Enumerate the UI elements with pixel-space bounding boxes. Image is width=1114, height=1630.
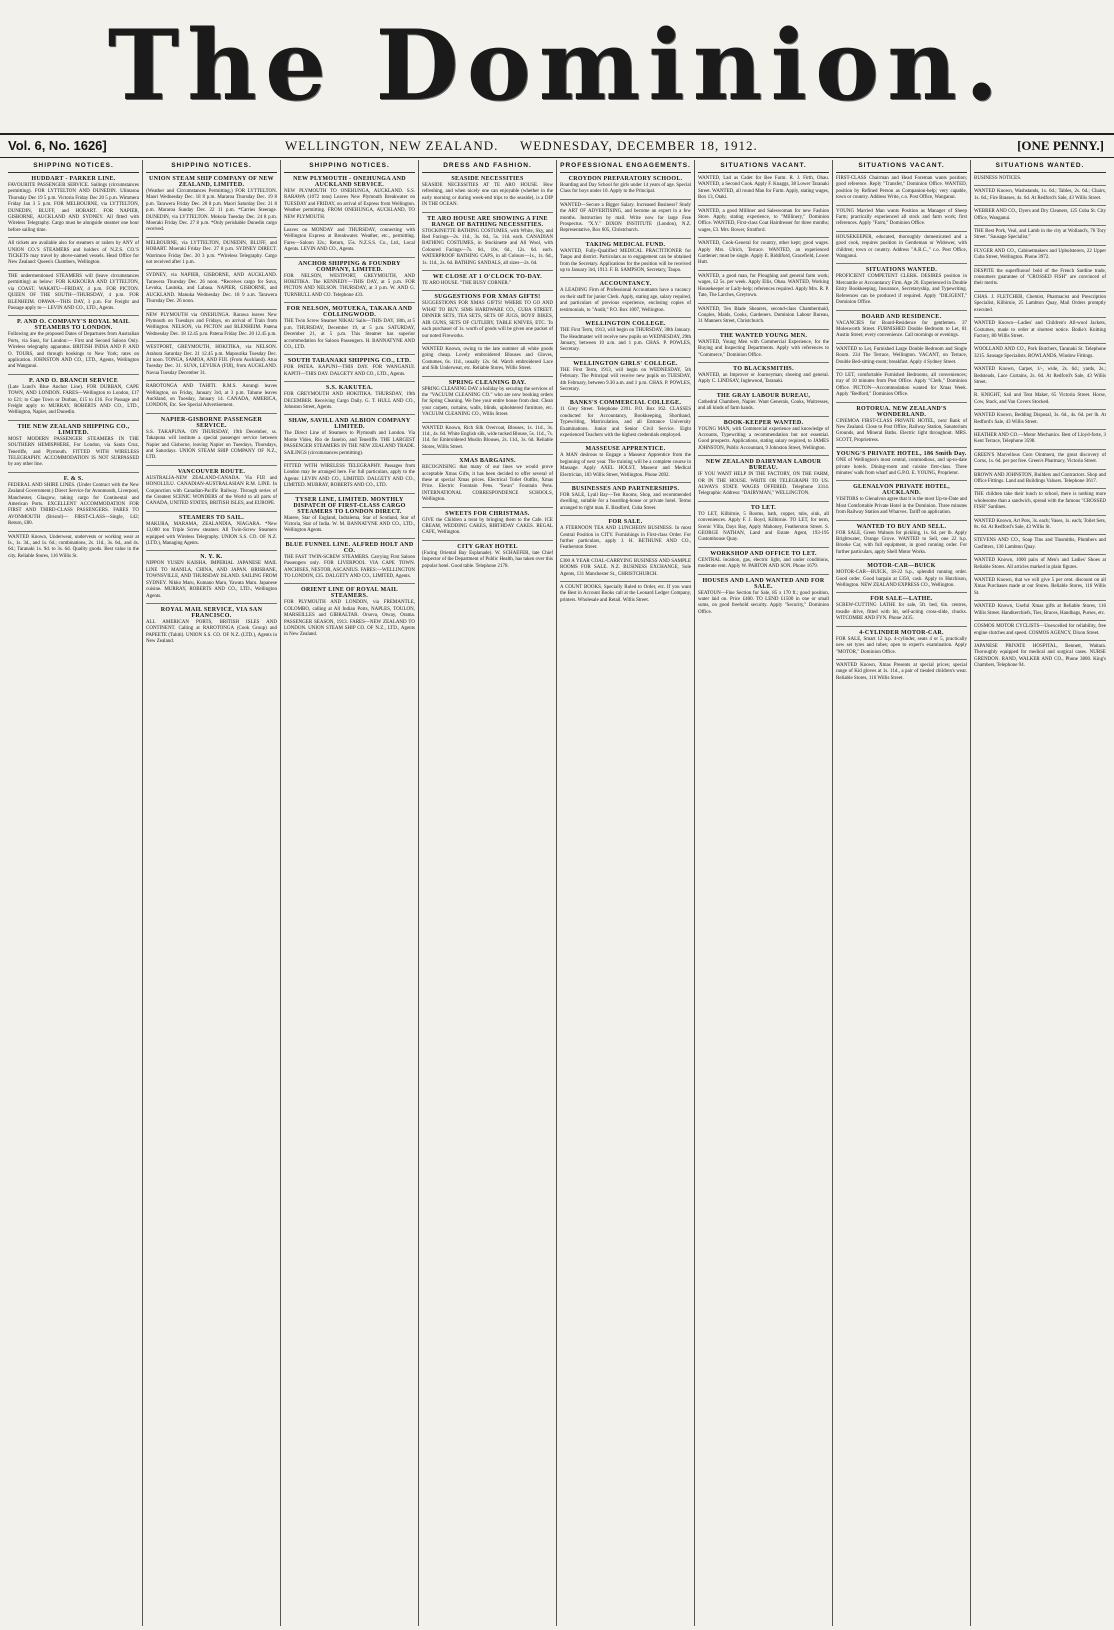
place-line: WELLINGTON, NEW ZEALAND. — [285, 138, 499, 153]
ad-separator — [560, 482, 691, 483]
ad-body: WANTED, Young Men with Commercial Experience, for the Buying and Inspecting Departments. Apply with references to "Commerce," Dominion Office. — [698, 339, 829, 358]
ad-separator — [284, 414, 415, 415]
ad-body: 11 Grey Street. Telephone 2391. P.O. Box 162. CLASSES conducted for Accountancy, Bookkeeping, Shorthand, Typewriting, Matriculation, and all Entrance University Examinations. Junior and Senior Civil Service. Eight experienced Teachers with the highest credentials employed. — [560, 407, 691, 438]
column-heading: SITUATIONS VACANT. — [698, 160, 829, 173]
ad-body: WANTED Known, 1000 pairs of Men's and Ladies' Shoes at Reliable Stores. All articles marked in plain figures. — [974, 558, 1106, 570]
ad-title: SUGGESTIONS FOR XMAS GIFTS! — [434, 294, 541, 301]
ad-body: A MAN desirous to Engage a Masseur Apprentice from the beginning of next year. The training will be a complete course in Massage. Apply AXEL HOLST, Masseur and Medical Electrician, 183 Willis Street, Wellington. Phone 2692. — [560, 453, 691, 478]
ad-title: BANKS'S COMMERCIAL COLLEGE. — [569, 400, 682, 407]
ad-body: HOUSEKEEPER, educated, thoroughly domesticated and a good cook, requires position in Gentleman or Widower, with children; town or country. Address "A.B.C.," c.o. Post Office, Wanganui. — [836, 234, 967, 260]
ad-separator — [422, 376, 553, 377]
ad-body: JAPANESE PRIVATE HOSPITAL, Bennett, Waitara. Thoroughly equipped for medical and surgical cases. NURSE GRENDON. RAND, WALKER AND CO., Phone 3800. King's Chambers, Telephone 94. — [974, 643, 1106, 669]
ad-separator — [284, 257, 415, 258]
ad-separator — [698, 270, 829, 271]
ad-separator — [284, 381, 415, 382]
ad-body: WANTED, Fully-Qualified MEDICAL PRACTITIONER for Taupo and district. Particulars as to engagement can be obtained from the Secretary. Applications for the position will be received up to January 3rd, 1913. F. B. SAMPSON, Secretary, Taupo. — [560, 248, 691, 274]
ad-separator — [974, 225, 1106, 226]
ad-body: WOOLLAND AND CO., Pork Butchers, Taranaki St. Telephone 3215. Sausage Specialists. ROWLANDS, Window Fittings. — [974, 347, 1106, 359]
ad-body: THE FAST TWIN-SCREW STEAMERS. Carrying First Saloon Passengers only. FOR LIVERPOOL VIA CAPE TOWN. ANCHISES, NESTOR, ASCANIUS. FARES:—WELLINGTON TO LONDON, £35. DALGETY AND CO., LIMITED, Agents. — [284, 554, 415, 580]
ad-title: FOR SALE—LATHE. — [870, 596, 933, 603]
ad-title: SEASIDE NECESSITIES — [451, 176, 524, 182]
ad-title: HOUSES AND LAND WANTED AND FOR SALE. — [702, 577, 825, 590]
ad-body: AUSTRALIA-NEW ZEALAND-CANADA. Via FIJI and HONOLULU. CANADIAN-AUSTRALASIAN R.M. LINE. In Conjunction with Canadian-Pacific Railway. Through series of the Greatest SCENIC WONDERS of the World to all parts of CANADA, UNITED STATES, BRITISH ISLES, and EUROPE. — [146, 475, 277, 507]
column-2 — [143, 160, 281, 1626]
ad-body: (Late Lund's Blue Anchor Line). FOR DURBAN, CAPE TOWN, AND LONDON. FARES—Wellington to London, £17 to £21; to Cape Town or Durban, £15 to £16. For Passage and Freight apply to MURRAY, ROBERTS AND CO., LTD., Wellington, Napier, and Dunedin. — [8, 384, 139, 416]
ad-separator — [560, 357, 691, 358]
ad-separator — [974, 205, 1106, 206]
ad-separator — [698, 389, 829, 390]
ad-separator — [974, 317, 1106, 318]
ad-title: WORKSHOP AND OFFICE TO LET. — [710, 550, 817, 557]
ad-body: BUSINESS NOTICES. — [974, 176, 1022, 181]
ad-body: IF YOU WANT HELP IN THE FACTORY, ON THE FARM, OR IN THE HOUSE. WRITE OR TELEGRAPH TO US. ALWAYS STATE WAGES OFFERED. Telephone 3314. Telegraphic Address: "DAIRYMAN," WELLINGTON. — [698, 472, 829, 497]
ad-body: FOR GREYMOUTH AND HOKITIKA. THURSDAY, 19th DECEMBER. Receiving Cargo Daily. G. T. HULL AND CO., Johnston Street, Agents. — [284, 392, 415, 410]
ad-body: FEDERAL AND SHIRE LINES. (Under Contract with the New Zealand Government.) Direct Service for Avonmouth, Liverpool, Manchester, Glasgow, taking cargo for Continental and American Ports. EXCELLENT ACCOMMODATION FOR FIRST AND THIRD-CLASS PASSENGERS. FARES TO AVONMOUTH (Bristol)— FIRST-CLASS—Single, £42; Return, £80. — [8, 482, 139, 527]
ad-title: THE GRAY LABOUR BUREAU, — [716, 392, 811, 399]
ad-body: BROWN AND JOHNSTON, Builders and Contractors. Shop and Office Fittings. Land and Buildings Valuers. Telephone 3617. — [974, 472, 1106, 484]
column-heading: DRESS AND FASHION. — [422, 160, 553, 173]
ad-title: N. Y. K. — [200, 554, 223, 561]
ad-body: SCREW-CUTTING LATHE for sale, 5ft. bed, 6in. centres, treadle drive, fitted with bit, self-acting cross-slide, chucks. WITCOMBE AND FYN. Phone 2435. — [836, 603, 967, 622]
ad-separator — [974, 389, 1106, 390]
ad-separator — [422, 343, 553, 344]
ad-body: THE children take their lunch to school, there is nothing more wholesome than a sandwich, spread with the famous "CROSSED FISH" Sardines. — [974, 492, 1106, 511]
ad-separator — [836, 402, 967, 403]
ad-body: Leaves on MONDAY and THURSDAY, connecting with Wellington Express at Breakwater. Weather, etc., permitting. Fares—Saloon 32s.; Return, 55s. N.Z.S.S. Co., Ltd., Local Agents. LEVIN AND CO., Agents. — [284, 228, 415, 253]
ad-separator — [560, 515, 691, 516]
ad-title: TAKING MEDICAL FUND. — [585, 241, 666, 248]
column-heading: PROFESSIONAL ENGAGEMENTS. — [560, 160, 691, 173]
ad-body: FAVOURITE PASSENGER SERVICE. Sailings (circumstances permitting). FOR LYTTELTON AND DUNEDIN. Ulimaroa Thursday Dec 19 5 p.m. Victoria Friday Dec 20 5 p.m. Wimmera Friday Jan 3 5 p.m. FOR MELBOURNE, via LYTTELTON, DUNEDIN, BLUFF, and HOBART. FOR NAPIER, GISBORNE, AUCKLAND AND SYDNEY. All fitted with Wireless Telegraphy. Cargo must be alongside steamer one hour before sailing time. — [8, 183, 139, 233]
ad-body: SEASIDE NECESSITIES AT TE ARO HOUSE. How refreshing, and when nicely one can enjoyable (whether in the early morning or during week-end trips to the seaside), is a DIP IN THE OCEAN. — [422, 183, 553, 208]
ad-separator — [8, 472, 139, 473]
column-8 — [971, 160, 1109, 1626]
ad-separator — [8, 531, 139, 532]
ad-separator — [698, 205, 829, 206]
ad-body: All tickets are available also for steamers or railers by ANY of UNION CO.'S STEAMERS and holders of N.Z.S. CO.'S TICKETS may travel by above-named vessels. Head Office for New Zealand: Queen's Chambers, Wellington. — [8, 241, 139, 266]
ad-separator — [560, 555, 691, 556]
ad-title: MASSEUSE APPRENTICE. — [585, 446, 666, 453]
ad-body: ONE of Wellington's most central, commodious, and up-to-date private hotels. Dining-room and cuisine first-class. Three minutes' walk from wharf and G.P.O. E. YOUNG, Proprietor. — [836, 458, 967, 476]
ad-body: FOR NELSON, WESTPORT, GREYMOUTH, AND HOKITIKA. The KENNEDY—THIS DAY, at 5 p.m. FOR PICTON AND NELSON. THURSDAY, at 3 p.m. W. AND G. TURNBULL AND CO. Telephone 433. — [284, 273, 415, 298]
ad-separator — [560, 199, 691, 200]
ad-title: VANCOUVER ROUTE. — [177, 468, 246, 475]
ad-body: STOCKINETTE BATHING COSTUMES, with White, Sky, and Red Facings—2s. 11d., 3s. 6d., 5s. 11d. each. CANADIAN BATHING COSTUMES, in Stockinette and All Wool, with Coloured Facings—7s. 6d., 10s. 6d., 12s. 6d. each. WATERPROOF BATHING CAPS, in all Colours—1s., 1s. 6d., 1s. 11d., 2s. 6d. BATHING SANDALS, all sizes—2s. 6d. — [422, 228, 553, 266]
ad-separator — [8, 270, 139, 271]
ad-title: CITY GRAY HOTEL — [457, 543, 518, 550]
price-label: [ONE PENNY.] — [1017, 138, 1104, 153]
ad-body: Cathedral Chambers, Napier. Want Generals, Cooks, Waitresses, and all kinds of farm hands. — [698, 399, 829, 412]
ad-separator — [836, 343, 967, 344]
ad-separator — [698, 237, 829, 238]
ad-title: ACCOUNTANCY. — [599, 281, 652, 288]
ad-title: FOR NELSON, MOTUEKA, TAKAKA AND COLLINGWOOD. — [286, 306, 413, 319]
ad-body: VISITORS to Glenalvon agree that it is the most Up-to-Date and Most Comfortable Private Hotel in the Dominion. Three minutes from Railway Station and Wharves. Tariff on application. — [836, 497, 967, 516]
ad-body: The Direct Line of Steamers to Plymouth and London. Via Monte Video, Rio de Janeiro, and Teneriffe. THE LARGEST PASSENGER STEAMERS IN THE NEW ZEALAND TRADE. SAILINGS (circumstances permitting). — [284, 431, 415, 456]
ad-separator — [974, 554, 1106, 555]
ad-body: WANTED Known, Useful Xmas gifts at Reliable Stores, 116 Willis Street. Handkerchiefs, Ties, Braces, Handbags, Purses, etc. — [974, 604, 1106, 616]
ad-title: NAPIER-GISBORNE PASSENGER SERVICE. — [160, 416, 263, 429]
ad-body: WANTED, Cook-General for country, other kept; good wages. Apply Mrs. Ulrich, Terrace. WANTED, an experienced Gardener; must be single. Apply E. Riddiford, Gracefield, Lower Hutt. — [698, 241, 829, 266]
ad-body: NEW PLYMOUTH TO ONEHUNGA, AUCKLAND. S.S. RARAWA (1072 tons) Leaves New Plymouth Breakwater on TUESDAY and FRIDAY, on arrival of Express from Wellington. Weather permitting. FROM ONEHUNGA, AUCKLAND, TO NEW PLYMOUTH. — [284, 189, 415, 220]
ad-title: FOR SALE. — [608, 519, 643, 526]
ad-title: SITUATIONS WANTED. — [865, 267, 938, 274]
ad-separator — [146, 341, 277, 342]
ad-separator — [974, 515, 1106, 516]
ad-separator — [698, 574, 829, 575]
ad-body: WANTED, a good Milliner and Saleswoman for new Fashion Store. Apply, stating experience, to "Millinery," Dominion Office. WANTED, First-class Coat Hairdresser for three months; wages, £3. Mrs. Bower, Stratford. — [698, 208, 829, 233]
ad-separator — [422, 290, 553, 291]
ad-body: WANTED, an Improver or Journeyman; shoeing and general. Apply C. LINDSAY, Inglewood, Taranaki. — [698, 372, 829, 385]
ad-title: WANTED TO BUY AND SELL. — [856, 523, 947, 530]
ad-separator — [698, 362, 829, 363]
ad-title: F. & S. — [63, 475, 84, 482]
column-heading: SHIPPING NOTICES. — [146, 160, 277, 173]
ad-separator — [146, 380, 277, 381]
column-area — [5, 160, 1109, 1626]
ad-title: BOARD AND RESIDENCE. — [861, 313, 942, 320]
ad-body: SUGGESTIONS FOR XMAS GIFTS! WHERE TO GO AND WHAT TO BUY. SIMS HARDWARE CO., CUBA STREET. DINNER SETS, TEA SETS, SETS OF JUGS, BOYS' BIKES, AIR GUNS, SETS OF CUTLERY, TABLE KNIVES, ETC. To each purchaser of 1s. worth of goods will be given one packet of our noted Fireworks. — [422, 301, 553, 339]
ad-body: CHAS. J. FLETCHER, Chemist, Pharmacist and Prescription Specialist, Kilbirnie, 25 Lambton Quay, Mail Orders promptly executed. — [974, 294, 1106, 313]
ad-title: NEW ZEALAND DAIRYMAN LABOUR BUREAU. — [705, 459, 822, 472]
ad-body: WANTED to Let, Furnished Large Double Bedroom and Single Room. 234 The Terrace, Wellington. VACANT, on Terrace, Double Bed-sitting-room; breakfast. Apply 4 Sydney Street. — [836, 346, 967, 365]
ad-title: P. AND O. COMPANY'S ROYAL MAIL STEAMERS TO LONDON. — [17, 319, 130, 332]
ad-title: SHAW, SAVILL AND ALBION COMPANY LIMITED. — [288, 418, 411, 431]
ad-title: TYSER LINE, LIMITED. MONTHLY DISPATCH OF FIRST-CLASS CARGO STEAMERS TO LONDON DIRECT. — [293, 496, 406, 515]
ad-body: TO LET, Kilbirnie, 5 Rooms, bath, copper, tubs, sink, all conveniences. Apply F. J. Boyd, Kilbirnie. TO LET, for term, Scenic Villa, Days Bay, Apply Mahoney, Featherston Street. S. GEORGE NATHAN, Land and Estate Agent, 193-195 Customhouse Quay. — [698, 511, 829, 543]
ad-separator — [560, 317, 691, 318]
ad-body: WANTED Known, Carpet, 1/-, wide, 2s. 6d.; yards, 2s.; Bedsteads, Lace Curtains, 2s. 6d. At Redford's Sale, 43 Willis Street. — [974, 367, 1106, 385]
ad-separator — [146, 413, 277, 414]
date-line: WEDNESDAY, DECEMBER 18, 1912. — [520, 138, 758, 153]
ad-title: BOOK-KEEPER WANTED. — [723, 419, 804, 426]
ad-body: SPRING CLEANING DAY a holiday by securing the services of the "VACUUM CLEANING CO." who are now booking orders for Spring Cleaning. We free your entire house from dust. Clean your carpets, curtains, walls, blinds, upholstered furniture, etc. VACUUM CLEANING CO., Willis Street. — [422, 386, 553, 418]
ad-separator — [698, 416, 829, 417]
ad-title: NEW PLYMOUTH - ONEHUNGA AND AUCKLAND SERVICE. — [293, 176, 406, 188]
ad-separator — [146, 511, 277, 512]
ad-body: YOUNG MAN, with Commercial experience and knowledge of Accounts, Typewriting a recommendation but not essential. Good prospects. Applications, stating salary required, to JAMES JOHNSTON, Public Accountant, 9 Johnston Street, Wellington. — [698, 426, 829, 451]
column-4 — [419, 160, 557, 1626]
ad-separator — [836, 231, 967, 232]
ad-body: WANTED Known, Bedding Disposal, 3s. 6d., 4s. 6d. per lb. At Redford's Sale, 43 Willis Street. — [974, 413, 1106, 425]
ad-body: COSMOS MOTOR CYCLISTS—Unexcelled for reliability, free engine clutches and speed. COSMOS AGENCY, Dixon Street. — [974, 624, 1106, 636]
ad-separator — [8, 237, 139, 238]
column-1 — [5, 160, 143, 1626]
ad-body: TO LET, comfortable Furnished Bedrooms, all conveniences; tray of 10 minutes from Post Office. Apply "Clerk," Dominion Office. PICTON—Accommodation wanted for Xmas Week. Apply "Bedford," Dominion Office. — [836, 372, 967, 398]
volume-number: Vol. 6, No. 1626] — [8, 138, 107, 153]
ad-separator — [836, 205, 967, 206]
ad-separator — [284, 460, 415, 461]
ad-separator — [974, 185, 1106, 186]
ad-body: WANTED, Ten Blade Shearers, second-class Chambermaid, Couples, Maids, Cooks, Gardeners. Dominion Labour Bureau, 31 Manners Street, Christchurch. — [698, 306, 829, 325]
ad-body: RAROTONGA AND TAHITI. R.M.S. Aorangi leaves Wellington, on Friday, January 3rd, at 3 p.m. Tahune leaves Auckland, on Tuesday, January 14. CANADA, AMERICA, LONDON, Etc. See Special Advertisement. — [146, 384, 277, 409]
ad-title: TE ARO HOUSE ARE SHOWING A FINE RANGE OF BATHING NECESSITIES. — [427, 215, 548, 228]
ad-separator — [560, 396, 691, 397]
ad-title: BUSINESSES AND PARTNERSHIPS. — [571, 486, 680, 492]
ad-body: WESTPORT, GREYMOUTH, HOKITIKA, via NELSON. Arahura Saturday Dec. 21 12.45 p.m. Mapourika Tuesday Dec. 24 noon. TONGA, SAMOA, AND FIJI. (From Auckland). Atua Tuesday Dec. 31. SUVA, LEVUKA (FIJI), from AUCKLAND. Navua Tuesday December 31. — [146, 345, 277, 376]
ad-body: PROFICIENT COMPETENT CLERK. DESIRES position in Mercantile or Accountancy Firm. Age 20. Experienced in Double Entry Bookkeeping, Insurance, Secretaryship, and Typewriting. References can be produced if required. Apply "DILIGENT," Dominion Office. — [836, 274, 967, 306]
ad-separator — [974, 409, 1106, 410]
ad-separator — [974, 429, 1106, 430]
ad-title: GLENALVON PRIVATE HOTEL, AUCKLAND. — [853, 484, 950, 497]
ad-title: 4-CYLINDER MOTOR-CAR. — [859, 629, 944, 636]
ad-title: ROTORUA. NEW ZEALAND'S WONDERLAND. — [856, 405, 947, 418]
ad-body: CINEMOA FIRST-CLASS PRIVATE HOTEL, next Bank of New Zealand. Close to Post Office, Railway Station, Sanatorium Grounds, and Mineral Baths. Electric light throughout. MRS. SCOTT, Proprietress. — [836, 418, 967, 443]
ad-body: CENTRAL location, gas, electric light, and under conditions, moderate rent. Apply W. PARTON AND SON. Phone 1679. — [698, 557, 829, 570]
ad-separator — [560, 238, 691, 239]
ad-title: WE CLOSE AT 1 O'CLOCK TO-DAY. — [432, 274, 543, 281]
ad-body: SYDNEY, via NAPIER, GISBORNE, AND AUCKLAND. Tarawera Thursday Dec. 26 noon. *Receives cargo for Suva, Levuka, Lautoka, and Labasa. NAPIER, GISBORNE, and AUCKLAND. Manuka Wednesday Dec. 18 9 a.m. Tarawera Thursday Dec. 26 noon. — [146, 273, 277, 305]
ad-body: Marere, Star of England, Indralema, Star of Scotland, Star of Victoria, Star of India. W. M. BANNATYNE AND CO., LTD., Wellington Agents. — [284, 515, 415, 534]
ad-title: WELLINGTON GIRLS' COLLEGE. — [573, 360, 678, 367]
ad-separator — [560, 442, 691, 443]
column-7 — [833, 160, 971, 1626]
ad-title: ANCHOR SHIPPING & FOUNDRY COMPANY, LIMITED. — [298, 260, 401, 273]
ad-body: A LEADING Firm of Professional Accountants have a vacancy on their staff for junior Clerk. Apply, stating age, salary required, and particulars of previous experience, enclosing copies of testimonials, to "Audit," P.O. Box 1007, Wellington. — [560, 288, 691, 313]
ad-body: MAKURA, MARAMA, ZEALANDIA, NIAGARA. *New 13,000 ton Triple Screw steamer. All Twin-Screw Steamers equipped with Wireless Telegraphy. UNION S.S. CO. OF N.Z. (LTD.), Managing Agents. — [146, 521, 277, 547]
ad-separator — [974, 245, 1106, 246]
ad-body: MOTOR-CAR—BUICK, 18-22 h.p., splendid running order. Good order. Good bargain at £350, cash. Apply to Hutchison, Wellington. NEW ZEALAND EXPRESS CO., Wellington. — [836, 570, 967, 589]
ad-body: FLYGER AND CO., Cabinetmakers and Upholsterers, 22 Upper Cuba Street, Wellington. Phone 3972. — [974, 248, 1106, 261]
ad-separator — [836, 310, 967, 311]
ad-separator — [8, 374, 139, 375]
ad-separator — [422, 422, 553, 423]
ad-body: FOR PATEA. KAPUNI—THIS DAY. FOR WANGANUI. KAPITI—THIS DAY. DALGETY AND CO., LTD., Agents. — [284, 365, 415, 377]
column-5 — [557, 160, 695, 1626]
ad-body: WANTED, a good man, for Ploughing and general farm work; wages, £2 5s. per week. Apply Ellis, Ohau. WANTED, Working Housekeeper or Lady-help; references required. Apply Mrs. R. P. Tate, The Larches, Greytown. — [698, 273, 829, 299]
ad-title: P. AND O. BRANCH SERVICE — [28, 377, 119, 384]
ad-body: Boarding and Day School for girls under 14 years of age. Special Class for boys under 10. Apply to the Principal. — [560, 183, 691, 195]
ad-title: TO LET. — [750, 504, 777, 511]
ad-body: WANTED, Lad as Cadet for Bee Farm. R. J. Firth, Ohau. WANTED, a Second Cook. Apply F. Knaggs, 38 Lower Taranaki Street. WANTED, all round Man for Farm. Apply, stating wages, Box 13, Otaki. — [698, 176, 829, 201]
ad-separator — [8, 315, 139, 316]
ad-separator — [284, 583, 415, 584]
ad-body: FIRST-CLASS Chairman and Head Foreman wants position; good reference. Reply "Transfer," Dominion Office. WANTED, position by Refined Person as Companion-help; very capable, town or country. Address Write, c.o. Post Office, Wanganui. — [836, 176, 967, 201]
ad-body: WANTED—Secure a Bigger Salary. Increased Business? Study the ART OF ADVERTISING, and become an expert in a few months. Instruction by mail. Write now for large Free Prospectus. "X.Y." DIXON INSTITUTE (London), N.Z. Representative, Box 605, Christchurch. — [560, 202, 691, 234]
ad-title: XMAS BARGAINS. — [459, 458, 516, 465]
ad-separator — [422, 507, 553, 508]
ad-separator — [974, 600, 1106, 601]
ad-body: WANTED Known, that we will give 5 per cent. discount on all Xmas Purchases made at our Stores. Reliable Stores, 116 Willis St. — [974, 578, 1106, 596]
ad-body: (Weather and Circumstances Permitting.) FOR LYTTELTON. Maori Wednesday Dec. 18 8 p.m. Mararoa Thursday Dec. 19 8 p.m. Tarawera Friday Dec. 20 8 p.m. Maori Saturday Dec. 21 8 p.m. Mararoa Sunday Dec. 22 11 p.m. *Carries Steerage. DUNEDIN, via LYTTELTON. Mokoia Tuesday Dec. 24 8 p.m. Moeraki Friday Dec. 27 8 p.m. *Only perishable Dunedin cargo received. — [146, 189, 277, 233]
ad-separator — [974, 640, 1106, 641]
column-heading: SITUATIONS WANTED. — [974, 160, 1106, 173]
ad-body: (Facing Oriental Bay Esplanade). W. SCHAEFER, late Chief Inspector of the Department of Public Health, has taken over this popular hotel. Good table. Telephone 2178. — [422, 550, 553, 569]
ad-body: WANTED Known, Art Pots, 3s. each; Vases, 1s. each; Toilet Sets, 8s. 6d. At Redford's Sale, 43 Willis St. — [974, 518, 1106, 531]
ad-separator — [974, 574, 1106, 575]
ad-separator — [146, 237, 277, 238]
ad-title: STEAMERS TO SAIL. — [178, 514, 245, 521]
masthead-title: The Dominion. — [107, 9, 1007, 122]
ad-title: WELLINGTON COLLEGE. — [585, 321, 666, 328]
ad-separator — [146, 269, 277, 270]
ad-separator — [284, 493, 415, 494]
ad-body: STEVENS AND CO., Soap Tins and Tinsmiths, Plumbers and Gasfitters, 130 Lambton Quay. — [974, 538, 1106, 550]
ad-separator — [698, 329, 829, 330]
ad-title: SOUTH TARANAKI SHIPPING CO., LTD. — [287, 358, 412, 365]
ad-separator — [836, 626, 967, 627]
ad-body: R. KNIGHT, Sail and Tent Maker, 65 Victoria Street. Horse, Cow, Stack, and Van Covers Stocked. — [974, 393, 1106, 405]
column-3 — [281, 160, 419, 1626]
ad-body: HEATHER AND CO.—Motor Mechanics. Best of Lloyd-forte, 3 Kent Terrace, Telephone 3598. — [974, 432, 1106, 445]
ad-separator — [974, 449, 1106, 450]
ad-separator — [698, 547, 829, 548]
ad-body: A COUNT BOOKS, Specially Ruled to Order, etc. If you want the Best in Account Books call at the Leonard Ledger Company, printers. Wholesale and Retail. Willis Street. — [560, 585, 691, 603]
column-heading: SHIPPING NOTICES. — [284, 160, 415, 173]
ad-separator — [422, 454, 553, 455]
ad-body: GREEN'S Marvellous Corn Ointment, the great discovery of Corns, 1s. 6d. per pot free. Green's Pharmacy, Victoria Street. — [974, 452, 1106, 465]
ad-separator — [836, 559, 967, 560]
ad-separator — [974, 343, 1106, 344]
ad-body: THE undermentioned STEAMERS will (leave circumstances permitting) as below: FOR KAIKOURA AND LYTTELTON, via COAST. WAKATU—FRIDAY, 4 p.m. FOR PICTON. QUEEN OF THE SOUTH—THURSDAY, 4 p.m. FOR BLENHEIM. OPAWA—THIS DAY, 3 p.m. For Freight and Passage apply to— LEVIN AND CO., LTD., Agents. — [8, 273, 139, 311]
ad-separator — [698, 303, 829, 304]
ad-separator — [698, 455, 829, 456]
ad-separator — [284, 224, 415, 225]
ad-separator — [836, 659, 967, 660]
ad-title: THE NEW ZEALAND SHIPPING CO., LIMITED. — [17, 423, 130, 436]
ad-separator — [284, 302, 415, 303]
ad-separator — [8, 420, 139, 421]
ad-body: WANTED Known, Washstands, 1s. 6d.; Tables, 2s. 6d.; Chairs, 1s. 6d.; Fire Brasses, 4s. 6d. At Redford's Sale, 43 Willis Street. — [974, 189, 1106, 201]
ad-separator — [836, 480, 967, 481]
ad-separator — [836, 447, 967, 448]
ad-title: BLUE FUNNEL LINE. ALFRED HOLT AND CO. — [285, 541, 414, 554]
ad-body: WANTED Known, Underwear, undervests or working wear at Is., 1s. 3d., and 1s. 6d.; combinations, 2s. 11d., 3s. 6d., and 4s. 6d.; Taranaki 1s. 9d. to 3s. 6d. Quality goods. Best value in the city. Reliable Stores, 116 Willis St. — [8, 534, 139, 559]
ad-body: RECOGNISING that many of our lines we would prove acceptable Xmas Gifts, it has been decided to offer several of these at special Xmas prices. Electrical Toilet Outfits, Xmas Price. Electric Fountain Pens. "Swan" Fountain Pens. INTERNATIONAL CORRESPONDENCE SCHOOLS, Wellington. — [422, 465, 553, 503]
ad-body: WANTED Known, Xmas Presents at special prices; special range of Kid gloves at 1s. 11d., a pair of tiesded children's wear. Reliable Stores, 116 Willis Street. — [836, 662, 967, 681]
ad-title: THE WANTED YOUNG MEN. — [719, 332, 808, 339]
ad-body: WANTED Known—Ladies' and Children's All-wool Jackets, Costumes, made to order at shortest notice. Bodie's Knitting Factory, 80 Willis Street. — [974, 321, 1106, 339]
ad-body: DESPITE the superfluous! bold of the French Sardine trade, consumers guarantee of "CROSSED FISH" are convinced of their merits. — [974, 268, 1106, 287]
ad-body: GIVE the Children a treat by bringing them to the Cafe. ICE CREAM, WEDDING CAKES, BIRTHDAY CAKES. REGAL CAFE, Wellington. — [422, 517, 553, 536]
ad-title: HUDDART - PARKER LINE. — [31, 176, 116, 182]
ad-separator — [560, 581, 691, 582]
ad-body: MOST MODERN PASSENGER STEAMERS IN THE SOUTHERN HEMISPHERE, For London, via Santa Cruz, Teneriffe, and Plymouth. FITTED WITH WIRELESS TELEGRAPHY. ACCOMMODATION IS NOT SURPASSED by any other line. — [8, 436, 139, 468]
ad-separator — [422, 270, 553, 271]
ad-separator — [836, 263, 967, 264]
ad-separator — [422, 540, 553, 541]
ad-separator — [146, 550, 277, 551]
column-6 — [695, 160, 833, 1626]
ad-title: ORIENT LINE OF ROYAL MAIL STEAMERS. — [301, 587, 398, 600]
ad-body: FOR SALE, Smart 12 h.p. 4-cylinder, seats 4 or 5, practically new set tyres and tubes; open to expert's examination. Apply "MOTOR," Dominion Office. — [836, 636, 967, 655]
ad-separator — [974, 469, 1106, 470]
ad-separator — [836, 520, 967, 521]
ad-body: SEATOUN—Fine Section for Sale, 85 x 170 ft.; good position, water laid on. Price £400. TO LEND £1500 in one or small sums, on good freehold security. Apply "Security," Dominion Office. — [698, 590, 829, 615]
ad-separator — [146, 603, 277, 604]
ad-body: YOUNG Married Man wants Position as Manager of Sheep Farm; practically experienced all stock and farm work; first references. Apply "Farm," Dominion Office. — [836, 208, 967, 227]
ad-title: SPRING CLEANING DAY. — [448, 379, 527, 386]
ad-title: TO BLACKSMITHS. — [733, 365, 794, 372]
ad-separator — [836, 369, 967, 370]
ad-separator — [974, 488, 1106, 489]
ad-body: THE Best Pork, Veal, and Lamb in the city at Wolland's, 76 Tory Street. "Sausage Specialist." — [974, 229, 1106, 241]
ad-body: WANTED Known, owing to the late summer all white goods going cheap. Lovely embroidered Blouses and Gloves, Costumes, 6s. 11d., usually 12s. 6d. Watch embroidered Lace and Silk Underwear, etc. Reliable Stores, Willis Street. — [422, 346, 553, 372]
ad-title: S.S. KAKUTEA. — [326, 385, 373, 392]
ad-body: THE First Term, 1913, will begin on WEDNESDAY, 5th February. The Principal will receive new pupils on TUESDAY, 4th February, between 9.30 a.m. and 1 p.m. CHAS. P. POWLES, Secretary. — [560, 367, 691, 392]
ad-separator — [284, 538, 415, 539]
column-heading: SHIPPING NOTICES. — [8, 160, 139, 173]
ad-body: WANTED Known, Rich Silk Overcoat, Blouses, 1s. 11d., 3s. 11d., 4s. 6d. White English silk, wide tucked Blouse, 5s. 11d., 7s. 11d. for Embroidered Muslin Blouses, 2s. 11d., 3s. 6d. Reliable Stores, Willis Street. — [422, 425, 553, 450]
ad-body: NEW PLYMOUTH via ONEHUNGA. Rarawa leaves New Plymouth on Tuesdays and Fridays, on arrival of Train from Wellington. NELSON, via PICTON and BLENHEIM. Patena Wednesday Dec. 18 12.45 p.m. Patena Friday Dec. 20 12.45 p.m. — [146, 312, 277, 337]
ad-body: FOR SALE, Green Walnuts for pickling, 1s. 6d. per lb. Apply Brightwater, Orange Grove. WANTED to Sell, one 22 h.p. Brooke Car, with full equipment, in good running order. For further particulars, apply Shell Motor Works. — [836, 530, 967, 555]
ad-title: YOUNG'S PRIVATE HOTEL, 186 Smith Day. — [836, 451, 967, 458]
ad-separator — [974, 363, 1106, 364]
ad-title: UNION STEAM SHIP COMPANY OF NEW ZEALAND, LIMITED. — [149, 176, 274, 188]
ad-body: S.S. TAKAPUNA. ON THURSDAY, 19th December, ss. Takapuna will institute a special passenger service between Napier and Gisborne, leaving Napier on Tuesdays, Thursdays, and Saturdays. UNION STEAM SHIP COMPANY OF N.Z., LTD. — [146, 429, 277, 461]
ad-separator — [560, 277, 691, 278]
ad-separator — [974, 291, 1106, 292]
ad-body: FOR PLYMOUTH AND LONDON, via FREMANTLE, COLOMBO, calling at All Indian Ports, NAPLES, TOULON, MARSEILLES and GIBRALTAR. Orsova, Otway, Orama. PASSENGER SEASON, 1913. FARES—NEW ZEALAND TO LONDON. UNION STEAM SHIP CO. OF N.Z., LTD., Agents in New Zealand. — [284, 600, 415, 638]
ad-body: £300 A YEAR COAL-CARRYING BUSINESS AND SAMPLE ROOMS FOR SALE. N.Z. BUSINESS EXCHANGE, Sole Agents, 131 Manchester St., CHRISTCHURCH. — [560, 558, 691, 577]
ad-title: ROYAL MAIL SERVICE, VIA SAN FRANCISCO. — [160, 606, 263, 619]
ad-separator — [836, 592, 967, 593]
ad-body: THE Twin Screw Steamer NIKAU Sails—THIS DAY, 18th, at 5 p.m. THURSDAY, December 19, at 5 p.m. SATURDAY, December 21, at 5 p.m. This Steamer has superior accommodation for Saloon Passengers. H. BANNATYNE AND CO., LTD. — [284, 319, 415, 350]
ad-separator — [974, 620, 1106, 621]
ad-separator — [974, 265, 1106, 266]
ad-separator — [284, 354, 415, 355]
ad-separator — [146, 309, 277, 310]
ad-body: Following are the proposed Dates of Departures from Australian Ports, via Suez, for London:— First and Second Saloon Only. Wireless telegraphy apparatus. BRITISH INDIA AND P. AND O. TOURS, and through bookings to New York; rates on application. JOHNSTON AND CO., LTD., Agents, Wellington and Wanganui. — [8, 332, 139, 370]
ad-body: ALL AMERICAN PORTS, BRITISH ISLES AND CONTINENT. Calling at RAROTONGA (Cook Group) and PAPEETE (Tahiti). UNION S.S. CO. OF N.Z. (LTD.), Agents in New Zealand. — [146, 619, 277, 645]
ad-body: FOR SALE, Lyall Bay—Ten Rooms, Shop, and recommended dwelling, suitable for a boarding-house or private hotel. Terms arranged to right man. E. Bradford, Cuba Street. — [560, 493, 691, 511]
ad-body: VACANCIES for Board-Residence for gentlemen. 37 Molesworth Street. FURNISHED Double Bedroom to Let, 81 Austin Street; every convenience. Call mornings or evenings. — [836, 320, 967, 339]
ad-body: A FTERNOON TEA AND LUNCHEON BUSINESS. In most Central Position in CITY. Furnishings in First-class Order. For further particulars, apply J. H. BETHUNE AND CO., Featherston Street. — [560, 526, 691, 551]
dateline-bar — [0, 133, 1114, 158]
ad-body: WEBBER AND CO., Dyers and Dry Cleaners, 125 Cuba St. City Office, Wanganui. — [974, 209, 1106, 221]
ad-separator — [698, 501, 829, 502]
ad-title: CROYDON PREPARATORY SCHOOL. — [568, 176, 683, 182]
ad-body: NIPPON YUSEN KAISHA. IMPERIAL JAPANESE MAIL LINE TO MANILA, CHINA, AND JAPAN. BRISBANE, TOWNSVILLE, AND THURSDAY ISLAND. SAILING FROM SYDNEY. Nikko Maru, Kumano Maru, Yawata Maru. Japanese cuisine. MURRAY, ROBERTS AND CO., LTD., Wellington Agents. — [146, 561, 277, 599]
ad-body: TE ARO HOUSE. "THE BUSY CORNER." — [422, 281, 512, 287]
ad-separator — [422, 212, 553, 213]
ad-separator — [146, 465, 277, 466]
ad-separator — [974, 534, 1106, 535]
column-heading: SITUATIONS VACANT. — [836, 160, 967, 173]
ad-title: MOTOR-CAR—BUICK — [867, 563, 936, 570]
ad-body: FITTED WITH WIRELESS TELEGRAPHY. Passages from London may be arranged here. For full particulars, apply to the Agents: LEVIN AND CO., LIMITED. DALGETY AND CO., LIMITED. MURRAY, ROBERTS AND CO., LTD. — [284, 463, 415, 489]
ad-body: MELBOURNE, via LYTTELTON, DUNEDIN, BLUFF, and HOBART. Moeraki Friday Dec. 27 8 p.m. SYDNEY DIRECT. Warrimoo Friday Dec. 20 3 p.m. *Wireless Telegraphy. Cargo not received after 1 p.m. — [146, 240, 277, 266]
ad-body: THE First Term, 1913, will begin on THURSDAY, 30th January. The Headmaster will receive new pupils on WEDNESDAY, 29th January, between 10 a.m. and 1 p.m. CHAS. P. POWLES, Secretary. — [560, 328, 691, 353]
ad-title: SWEETS FOR CHRISTMAS. — [445, 510, 530, 517]
